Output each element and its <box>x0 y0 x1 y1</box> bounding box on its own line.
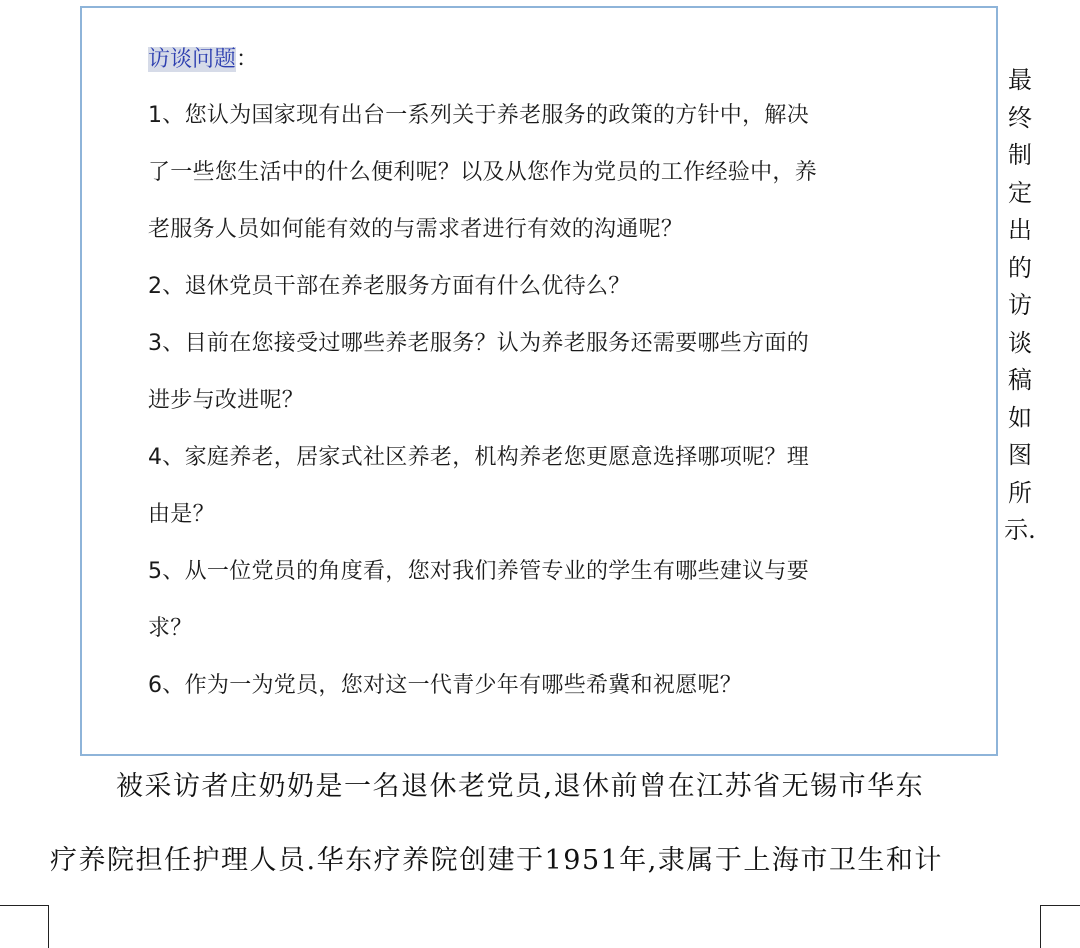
heading-colon: ： <box>236 47 259 72</box>
question-line: 5、从一位党员的角度看，您对我们养管专业的学生有哪些建议与要 <box>148 559 809 584</box>
side-note-char: 最 <box>1008 66 1032 94</box>
side-note-char: 出 <box>1008 216 1032 244</box>
question-line: 6、作为一为党员，您对这一代青少年有哪些希冀和祝愿呢？ <box>148 673 743 698</box>
question-line: 由是？ <box>148 502 215 527</box>
question-line: 了一些您生活中的什么便利呢？以及从您作为党员的工作经验中，养 <box>148 160 818 185</box>
heading-highlight: 访谈问题 <box>148 47 237 72</box>
side-note-char: 稿 <box>1008 366 1032 394</box>
side-note-char: 如 <box>1008 403 1032 432</box>
side-note-char: 所 <box>1008 478 1032 507</box>
side-note-char: 制 <box>1008 141 1032 169</box>
side-note-char: 访 <box>1008 291 1032 319</box>
question-line: 2、退休党员干部在养老服务方面有什么优待么？ <box>148 274 631 299</box>
question-line: 3、目前在您接受过哪些养老服务？认为养老服务还需要哪些方面的 <box>148 331 809 356</box>
question-line: 求？ <box>148 616 193 641</box>
vertical-side-note <box>1002 62 1038 550</box>
side-note-char: 终 <box>1008 103 1032 132</box>
handwritten-line-1: 被采访者庄奶奶是一名退休老党员,退休前曾在江苏省无锡市华东 <box>116 771 925 802</box>
handwritten-line-2: 疗养院担任护理人员.华东疗养院创建于1951年,隶属于上海市卫生和计 <box>50 845 943 876</box>
question-line: 进步与改进呢？ <box>148 388 305 413</box>
side-note-char: 图 <box>1008 441 1032 469</box>
side-note-char: 谈 <box>1008 328 1032 357</box>
question-line: 1、您认为国家现有出台一系列关于养老服务的政策的方针中，解决 <box>148 103 809 128</box>
side-note-char: 定 <box>1008 178 1032 207</box>
question-line: 4、家庭养老，居家式社区养老，机构养老您更愿意选择哪项呢？理 <box>148 445 809 470</box>
question-list <box>148 96 908 723</box>
side-note-char: 的 <box>1008 253 1032 282</box>
page-corner-mark-left <box>0 905 49 948</box>
question-line: 老服务人员如何能有效的与需求者进行有效的沟通呢？ <box>148 217 684 242</box>
interview-heading <box>148 40 258 80</box>
side-note-char: 示. <box>1004 516 1036 544</box>
page-corner-mark-right <box>1040 905 1080 948</box>
